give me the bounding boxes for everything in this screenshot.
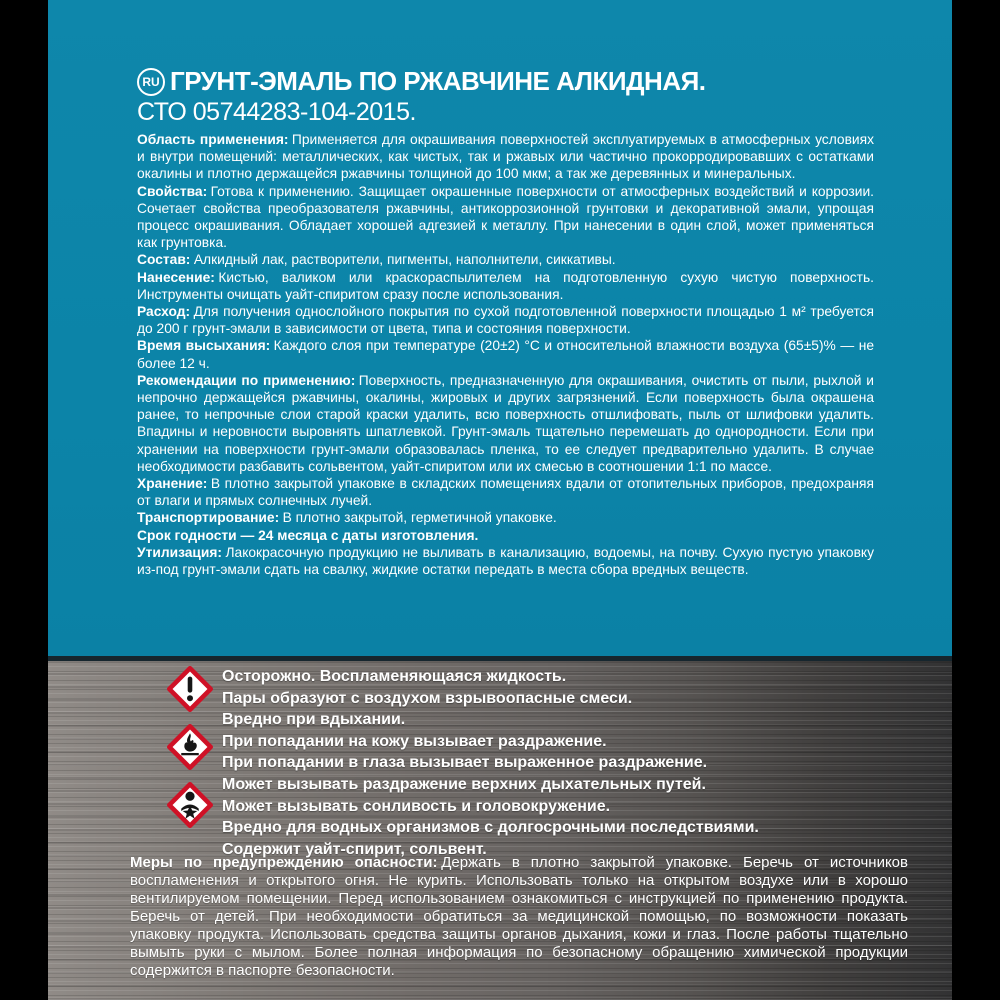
section-application-method: Нанесение: Кистью, валиком или краскораспылителем на подготовленную сухую чистую поверхность. Инструменты очищать уайт-спиритом сразу после использования. xyxy=(137,269,874,302)
section-transport: Транспортирование: В плотно закрытой, герметичной упаковке. xyxy=(137,510,557,526)
section-storage: Хранение: В плотно закрытой упаковке в складских помещениях вдали от отопительных приборов, предохраняя от влаги и прямых солнечных лучей. xyxy=(137,476,874,509)
section-recommendations: Рекомендации по применению: Поверхность, предназначенную для окрашивания, очистить от пыли, рыхлой и непрочно держащейся ржавчины, окалины, жировых и других загрязнений. Если поверхность была окрашена ранее, то непрочные слои старой краски удалить, всю поверхность отшлифовать, пыль от шлифовки удалить. Впадины и неровности выровнять шпатлевкой. Грунт-эмаль тщательно перемешать до однородности. Если при хранении на поверхности грунт-эмали образовалась пленка, то ее следует предварительно удалить. В случае необходимости разбавить сольвентом, уайт-спиритом или их смесью в соотношении 1:1 по массе. xyxy=(137,372,874,474)
precaution-measures: Меры по предупреждению опасности: Держать в плотно закрытой упаковке. Беречь от источников воспламенения и открытого огня. Не курить. Использовать только на открытом воздухе или в хорошо вентилируемом помещении. Перед использованием ознакомиться с инструкцией по применению продукта. Беречь от детей. При необходимости обратиться за медицинской помощью, по возможности показать упаковку продукта. Использовать средства защиты органов дыхания, кожи и глаз. После работы тщательно вымыть руки с мылом. Более полная информация по безопасному обращению химической продукции содержится в паспорте безопасности. xyxy=(130,854,908,979)
hazard-statements xyxy=(222,666,942,860)
ru-trademark-icon: RU xyxy=(137,68,165,96)
hazard-panel xyxy=(48,656,952,1000)
hazard-statement: При попадании на кожу вызывает раздражение. xyxy=(222,732,607,750)
hazard-statement: Содержит уайт-спирит, сольвент. xyxy=(222,840,487,858)
section-shelf-life: Срок годности — 24 месяца с даты изготовления. xyxy=(137,527,479,543)
ghs-flame-icon xyxy=(167,724,213,770)
section-composition: Состав: Алкидный лак, растворители, пигменты, наполнители, сиккативы. xyxy=(137,252,616,268)
hazard-statement: Может вызывать сонливость и головокружение. xyxy=(222,797,611,815)
product-title: ГРУНТ-ЭМАЛЬ ПО РЖАВЧИНЕ АЛКИДНАЯ. xyxy=(170,66,706,96)
hazard-statement: Может вызывать раздражение верхних дыхательных путей. xyxy=(222,775,706,793)
section-application: Область применения: Применяется для окрашивания поверхностей эксплуатируемых в атмосферных условиях и внутри помещений: металлических, как чистых, так и ржавых или частично прокорродировавших с остатками окалины и плотно держащейся ржавчины толщиной до 100 мкм; а так же деревянных и минеральных. xyxy=(137,132,874,182)
ghs-health-hazard-icon xyxy=(167,782,213,828)
label-header xyxy=(137,66,706,127)
section-drying-time: Время высыхания: Каждого слоя при температуре (20±2) °С и относительной влажности воздуха (65±5)% — не более 12 ч. xyxy=(137,338,875,371)
ghs-exclamation-mark-icon xyxy=(167,666,213,712)
label-front-panel xyxy=(48,0,952,656)
hazard-statement: Вредно при вдыхании. xyxy=(222,711,406,729)
section-properties: Свойства: Готова к применению. Защищает окрашенные поверхности от атмосферных воздействий и коррозии. Сочетает свойства преобразователя ржавчины, антикоррозионной грунтовки и декоративной эмали, упрощая процесс окрашивания. Обладает хорошей адгезией к металлу. При нанесении в один слой, может применяться как грунтовка. xyxy=(137,183,874,251)
standard-number: СТО 05744283-104-2015. xyxy=(137,98,416,126)
hazard-statement: При попадании в глаза вызывает выраженное раздражение. xyxy=(222,754,708,772)
hazard-statement: Осторожно. Воспламеняющаяся жидкость. xyxy=(222,668,567,685)
hazard-statement: Пары образуют с воздухом взрывоопасные смеси. xyxy=(222,689,633,707)
label-body-text xyxy=(137,131,874,578)
section-disposal: Утилизация: Лакокрасочную продукцию не выливать в канализацию, водоемы, на почву. Сухую пустую упаковку из-под грунт-эмали сдать на свалку, жидкие остатки передать в места сбора вредных веществ. xyxy=(137,544,874,578)
hazard-statement: Вредно для водных организмов с долгосрочными последствиями. xyxy=(222,819,759,837)
section-consumption: Расход: Для получения однослойного покрытия по сухой подготовленной поверхности площадью 1 м² требуется до 200 г грунт-эмали в зависимости от цвета, типа и состояния поверхности. xyxy=(137,304,874,337)
